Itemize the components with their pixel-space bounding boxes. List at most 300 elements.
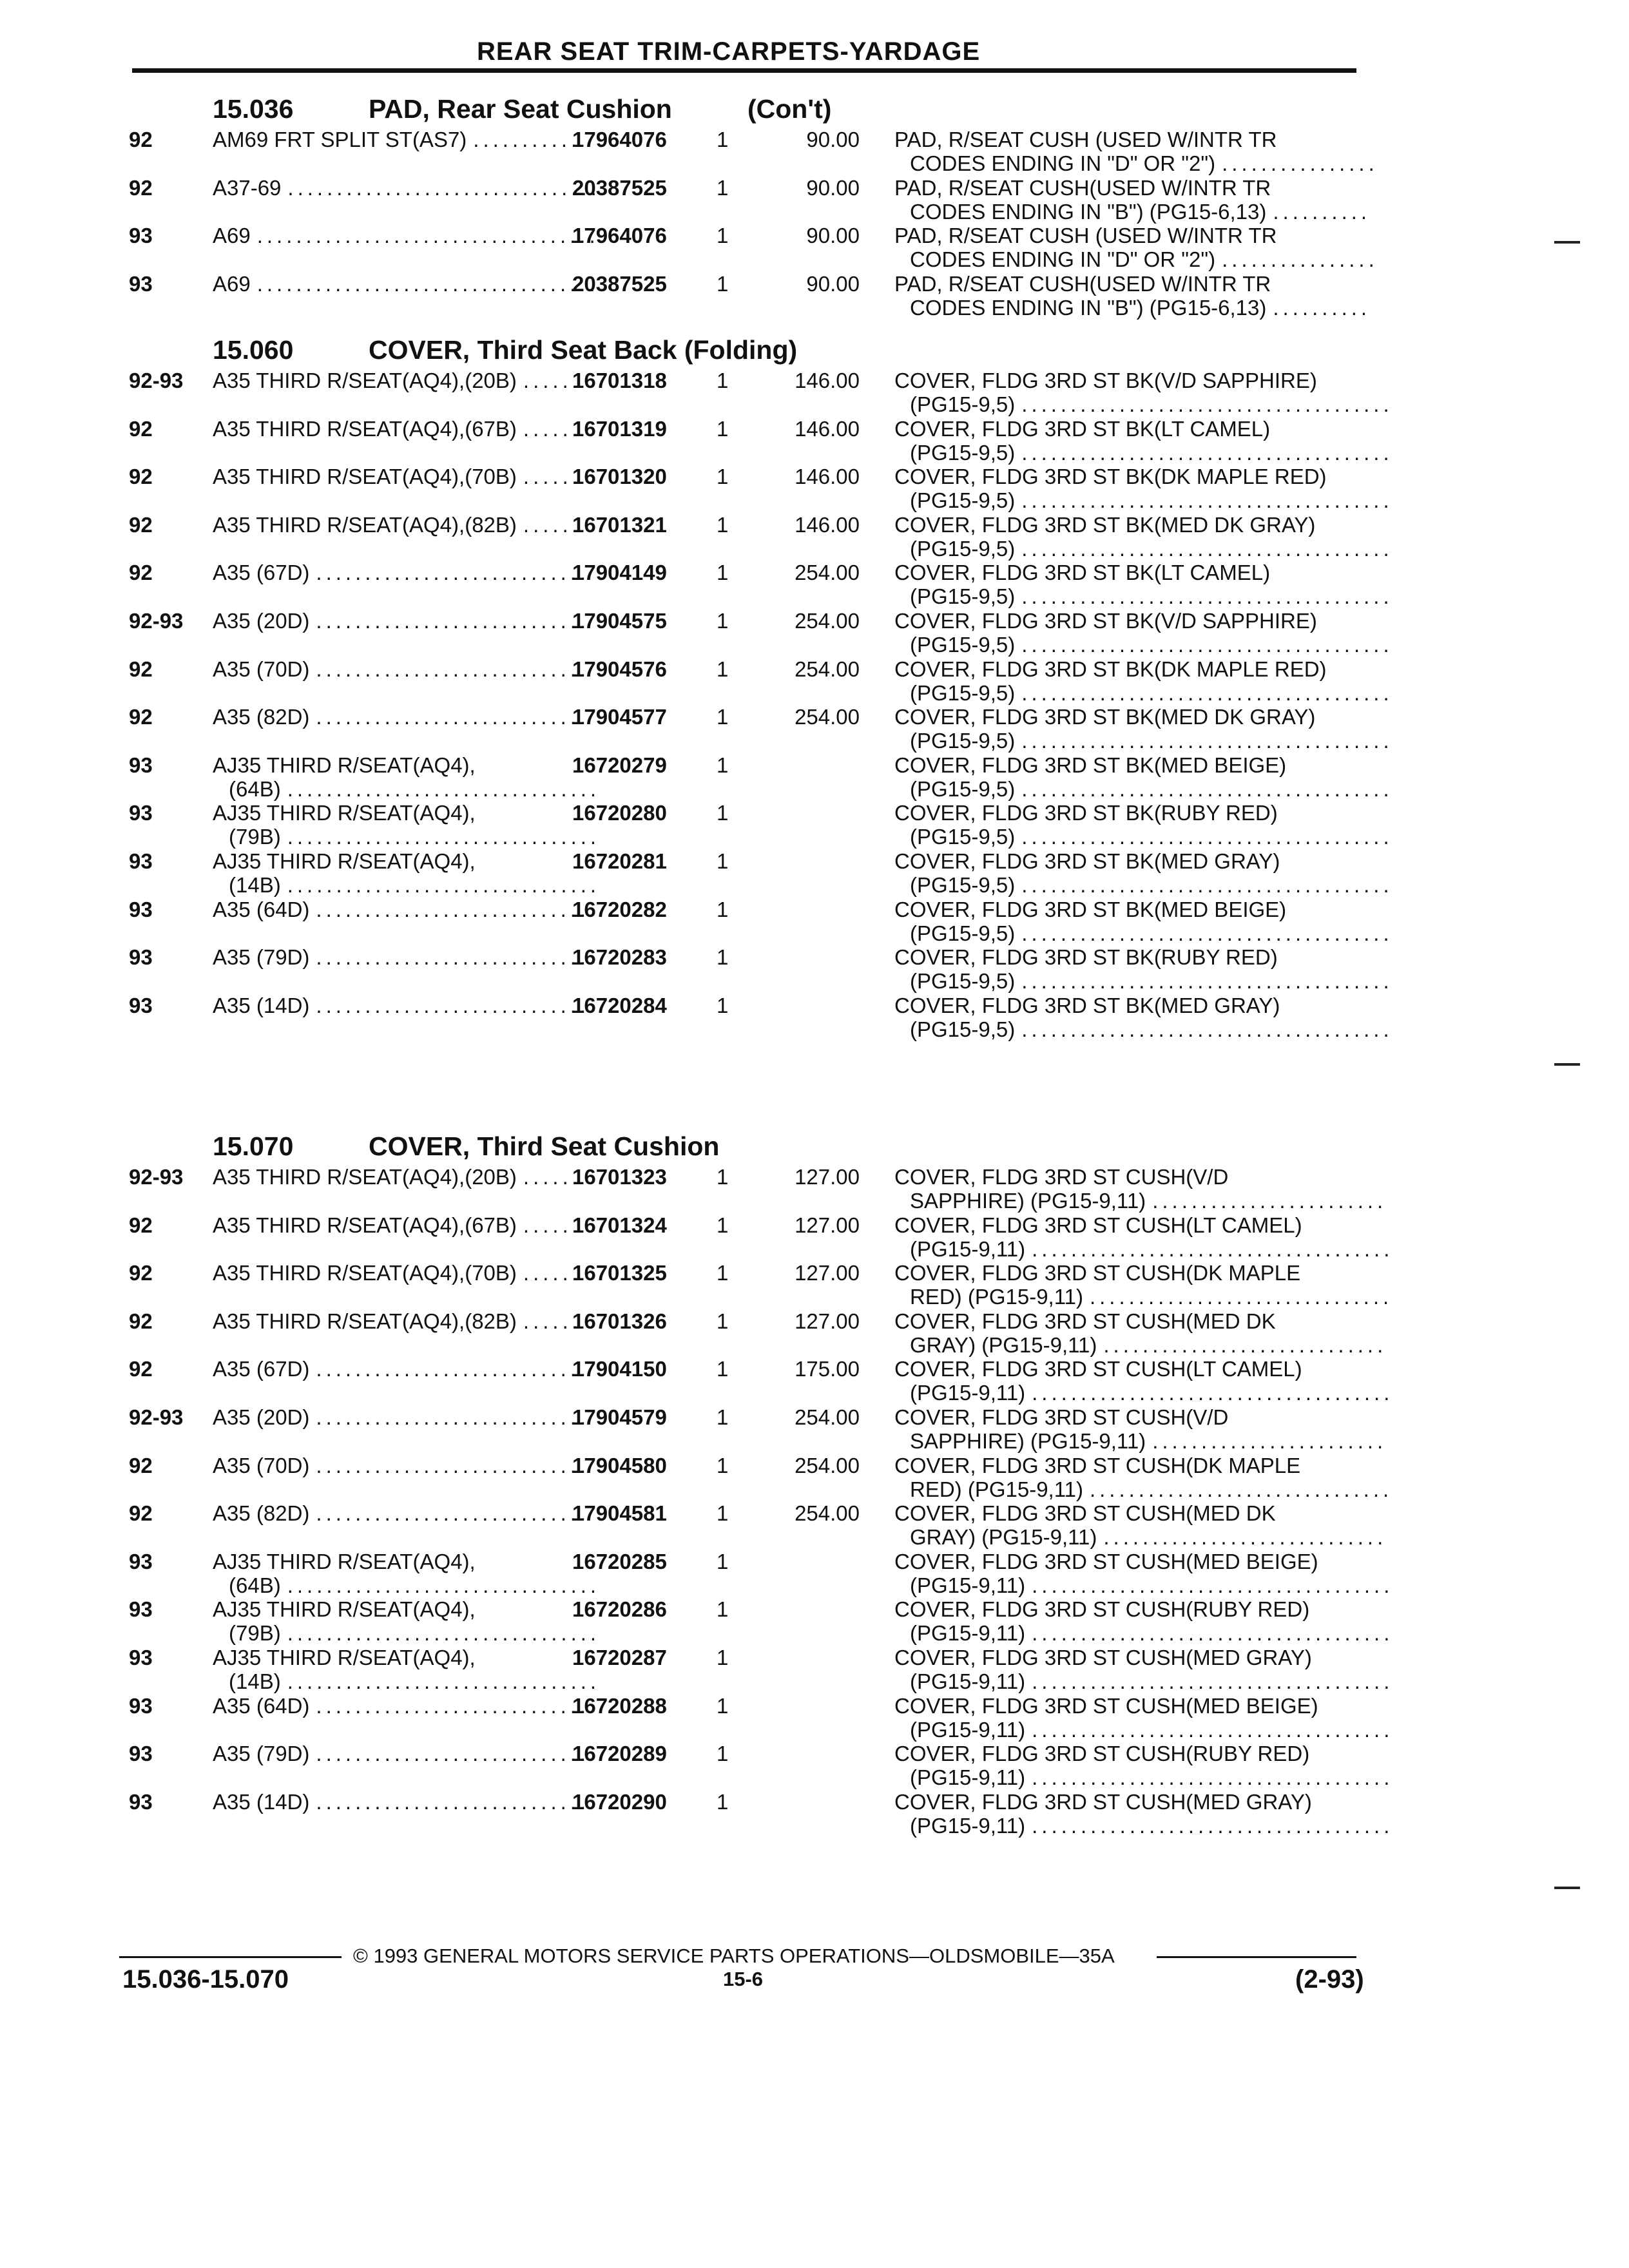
model-dot-leader: ............................: [316, 561, 590, 584]
model-dot-leader: ............................: [316, 1790, 590, 1814]
part-number: 17904580: [572, 1454, 667, 1477]
description-dot-leader: ........................: [1152, 1429, 1387, 1453]
table-row: [0, 705, 1629, 753]
part-number: 20387525: [572, 176, 667, 200]
table-row: [0, 224, 1629, 271]
model-dot-leader: ............................: [316, 1357, 590, 1381]
description-dot-leader: ........................: [1152, 1189, 1387, 1213]
margin-mark: [1554, 1887, 1580, 1889]
description-dot-leader: ......................................: [1021, 392, 1393, 416]
part-number: 17904577: [572, 705, 667, 729]
description-dot-leader: .....................................: [1032, 1621, 1394, 1645]
part-number: 16720281: [572, 849, 667, 873]
copyright-notice: © 1993 GENERAL MOTORS SERVICE PARTS OPERATIONS—OLDSMOBILE—35A: [353, 1945, 1115, 1967]
part-description-cont: (PG15-9,5): [910, 633, 1016, 657]
part-number: 16720287: [572, 1646, 667, 1669]
table-row: [0, 1550, 1629, 1597]
part-description-cont: (PG15-9,11): [910, 1573, 1026, 1597]
quantity: 1: [717, 898, 729, 921]
model-application: A35 (67D): [213, 1357, 310, 1381]
quantity: 1: [717, 1501, 729, 1525]
part-description-cont: (PG15-9,5): [910, 537, 1016, 561]
list-price: 146.00: [795, 417, 860, 441]
part-description: PAD, R/SEAT CUSH(USED W/INTR TR: [894, 176, 1271, 200]
model-year: 92: [129, 128, 153, 151]
quantity: 1: [717, 1694, 729, 1718]
model-year: 92-93: [129, 609, 184, 633]
description-dot-leader: ......................................: [1021, 729, 1393, 753]
list-price: 90.00: [806, 272, 860, 296]
list-price: 254.00: [795, 705, 860, 729]
description-dot-leader: .............................: [1103, 1333, 1387, 1357]
model-application: A35 THIRD R/SEAT(AQ4),(67B): [213, 417, 517, 441]
part-description-cont: (PG15-9,5): [910, 1017, 1016, 1041]
model-dot-leader: ......: [523, 1165, 582, 1189]
quantity: 1: [717, 657, 729, 681]
part-number: 16720282: [572, 898, 667, 921]
part-number: 20387525: [572, 272, 667, 296]
part-description: COVER, FLDG 3RD ST CUSH(DK MAPLE: [894, 1454, 1301, 1477]
part-description-cont: (PG15-9,5): [910, 825, 1016, 849]
description-dot-leader: .....................................: [1032, 1381, 1394, 1405]
model-application: A35 (70D): [213, 1454, 310, 1477]
model-application: AJ35 THIRD R/SEAT(AQ4),: [213, 753, 476, 777]
part-description-cont: RED) (PG15-9,11): [910, 1285, 1083, 1309]
model-application-cont: (79B): [229, 1621, 281, 1645]
part-number: 16720284: [572, 994, 667, 1017]
description-dot-leader: .....................................: [1032, 1573, 1394, 1597]
part-description-cont: (PG15-9,5): [910, 921, 1016, 945]
part-number: 17904149: [572, 561, 667, 584]
quantity: 1: [717, 1357, 729, 1381]
list-price: 254.00: [795, 609, 860, 633]
part-description: PAD, R/SEAT CUSH (USED W/INTR TR: [894, 128, 1277, 151]
title-rule: [132, 68, 1356, 73]
table-row: [0, 1357, 1629, 1405]
model-application-cont: (14B): [229, 873, 281, 897]
model-year: 92: [129, 705, 153, 729]
model-year: 92: [129, 1309, 153, 1333]
part-description: COVER, FLDG 3RD ST BK(LT CAMEL): [894, 417, 1271, 441]
model-year: 93: [129, 272, 153, 296]
list-price: 254.00: [795, 657, 860, 681]
description-dot-leader: ................: [1222, 247, 1378, 271]
list-price: 127.00: [795, 1309, 860, 1333]
model-year: 92: [129, 561, 153, 584]
part-number: 16701318: [572, 369, 667, 392]
model-dot-leader: ............................: [316, 1742, 590, 1765]
description-dot-leader: ......................................: [1021, 1017, 1393, 1041]
part-number: 16720288: [572, 1694, 667, 1718]
part-description: PAD, R/SEAT CUSH(USED W/INTR TR: [894, 272, 1271, 296]
part-description-cont: (PG15-9,5): [910, 681, 1016, 705]
part-description: COVER, FLDG 3RD ST CUSH(V/D: [894, 1165, 1229, 1189]
model-application: A35 THIRD R/SEAT(AQ4),(67B): [213, 1213, 517, 1237]
model-year: 93: [129, 849, 153, 873]
part-number: 16701325: [572, 1261, 667, 1285]
part-description-cont: SAPPHIRE) (PG15-9,11): [910, 1189, 1146, 1213]
description-dot-leader: ...............................: [1089, 1477, 1393, 1501]
model-dot-leader: ......: [523, 513, 582, 537]
part-description-cont: (PG15-9,11): [910, 1621, 1026, 1645]
model-year: 93: [129, 801, 153, 825]
quantity: 1: [717, 513, 729, 537]
section-header: [0, 332, 1629, 369]
model-year: 92-93: [129, 1405, 184, 1429]
part-number: 16701321: [572, 513, 667, 537]
model-dot-leader: ......: [523, 465, 582, 488]
part-description: COVER, FLDG 3RD ST BK(MED GRAY): [894, 994, 1280, 1017]
model-year: 93: [129, 1597, 153, 1621]
model-application: A35 THIRD R/SEAT(AQ4),(70B): [213, 465, 517, 488]
quantity: 1: [717, 1742, 729, 1765]
table-row: [0, 176, 1629, 224]
table-row: [0, 1309, 1629, 1357]
model-application: A35 (64D): [213, 898, 310, 921]
model-dot-leader: ............................: [316, 705, 590, 729]
part-description: COVER, FLDG 3RD ST CUSH(RUBY RED): [894, 1597, 1310, 1621]
continued-label: (Con't): [747, 94, 832, 124]
table-row: [0, 417, 1629, 465]
model-year: 92-93: [129, 1165, 184, 1189]
quantity: 1: [717, 801, 729, 825]
margin-mark: [1554, 1063, 1580, 1066]
model-application: A35 THIRD R/SEAT(AQ4),(82B): [213, 513, 517, 537]
list-price: 175.00: [795, 1357, 860, 1381]
footer-rule-right: [1157, 1956, 1356, 1958]
quantity: 1: [717, 705, 729, 729]
list-price: 146.00: [795, 369, 860, 392]
description-dot-leader: ......................................: [1021, 633, 1393, 657]
part-description-cont: RED) (PG15-9,11): [910, 1477, 1083, 1501]
part-description: COVER, FLDG 3RD ST BK(DK MAPLE RED): [894, 465, 1327, 488]
description-dot-leader: ......................................: [1021, 488, 1393, 512]
model-dot-leader: ................................: [287, 777, 601, 801]
description-dot-leader: ......................................: [1021, 873, 1393, 897]
quantity: 1: [717, 176, 729, 200]
part-description-cont: (PG15-9,11): [910, 1381, 1026, 1405]
model-application: A35 THIRD R/SEAT(AQ4),(82B): [213, 1309, 517, 1333]
quantity: 1: [717, 994, 729, 1017]
quantity: 1: [717, 753, 729, 777]
part-description: COVER, FLDG 3RD ST BK(RUBY RED): [894, 945, 1278, 969]
table-row: [0, 1597, 1629, 1645]
revision-date: (2-93): [1295, 1965, 1364, 1994]
model-application: A35 (14D): [213, 994, 310, 1017]
table-row: [0, 1694, 1629, 1742]
quantity: 1: [717, 1790, 729, 1814]
description-dot-leader: ................: [1222, 151, 1378, 175]
footer-rule-left: [119, 1956, 342, 1958]
model-dot-leader: ...................................: [256, 272, 599, 296]
quantity: 1: [717, 849, 729, 873]
part-description: COVER, FLDG 3RD ST BK(LT CAMEL): [894, 561, 1271, 584]
part-description: COVER, FLDG 3RD ST CUSH(V/D: [894, 1405, 1229, 1429]
model-application: AJ35 THIRD R/SEAT(AQ4),: [213, 801, 476, 825]
description-dot-leader: ......................................: [1021, 681, 1393, 705]
model-dot-leader: ......: [523, 1309, 582, 1333]
model-application: AJ35 THIRD R/SEAT(AQ4),: [213, 1597, 476, 1621]
part-number: 16720280: [572, 801, 667, 825]
part-number: 16701320: [572, 465, 667, 488]
model-dot-leader: ......: [523, 1213, 582, 1237]
model-application: A35 (79D): [213, 945, 310, 969]
part-description-cont: (PG15-9,5): [910, 392, 1016, 416]
part-description: PAD, R/SEAT CUSH (USED W/INTR TR: [894, 224, 1277, 247]
part-number: 16720285: [572, 1550, 667, 1573]
quantity: 1: [717, 1165, 729, 1189]
part-description: COVER, FLDG 3RD ST BK(MED DK GRAY): [894, 513, 1316, 537]
model-year: 92: [129, 1213, 153, 1237]
list-price: 127.00: [795, 1213, 860, 1237]
quantity: 1: [717, 1261, 729, 1285]
quantity: 1: [717, 561, 729, 584]
part-number: 16720289: [572, 1742, 667, 1765]
table-row: [0, 1261, 1629, 1309]
model-year: 93: [129, 1694, 153, 1718]
model-application: A35 (82D): [213, 1501, 310, 1525]
model-year: 93: [129, 224, 153, 247]
part-number: 16720279: [572, 753, 667, 777]
part-description: COVER, FLDG 3RD ST CUSH(MED DK: [894, 1309, 1276, 1333]
model-year: 92: [129, 1261, 153, 1285]
table-row: [0, 513, 1629, 561]
part-number: 16720283: [572, 945, 667, 969]
model-application: A69: [213, 224, 251, 247]
model-dot-leader: ...................................: [256, 224, 599, 247]
model-year: 92: [129, 1501, 153, 1525]
quantity: 1: [717, 465, 729, 488]
part-description-cont: (PG15-9,5): [910, 777, 1016, 801]
part-number: 17904579: [572, 1405, 667, 1429]
model-dot-leader: ................................: [287, 1621, 601, 1645]
description-dot-leader: .....................................: [1032, 1669, 1394, 1693]
table-row: [0, 657, 1629, 705]
margin-mark: [1554, 241, 1580, 244]
section-header: [0, 1129, 1629, 1165]
table-row: [0, 1165, 1629, 1213]
part-number: 17964076: [572, 224, 667, 247]
model-year: 93: [129, 1646, 153, 1669]
table-row: [0, 465, 1629, 512]
part-description-cont: (PG15-9,11): [910, 1237, 1026, 1261]
part-description: COVER, FLDG 3RD ST CUSH(MED DK: [894, 1501, 1276, 1525]
part-description: COVER, FLDG 3RD ST BK(MED BEIGE): [894, 898, 1287, 921]
page-number: 15-6: [723, 1968, 764, 1990]
part-description: COVER, FLDG 3RD ST CUSH(MED BEIGE): [894, 1694, 1318, 1718]
description-dot-leader: .....................................: [1032, 1765, 1394, 1789]
model-dot-leader: ......: [523, 417, 582, 441]
model-year: 92: [129, 417, 153, 441]
page-title: REAR SEAT TRIM-CARPETS-YARDAGE: [477, 37, 981, 66]
model-year: 93: [129, 898, 153, 921]
part-description: COVER, FLDG 3RD ST BK(MED DK GRAY): [894, 705, 1316, 729]
section-range: 15.036-15.070: [122, 1965, 289, 1994]
part-description: COVER, FLDG 3RD ST BK(V/D SAPPHIRE): [894, 369, 1317, 392]
table-row: [0, 801, 1629, 849]
model-year: 92: [129, 1357, 153, 1381]
description-dot-leader: .....................................: [1032, 1718, 1394, 1742]
part-description-cont: (PG15-9,5): [910, 441, 1016, 465]
part-number: 17904576: [572, 657, 667, 681]
model-application: A35 (20D): [213, 609, 310, 633]
list-price: 127.00: [795, 1261, 860, 1285]
part-number: 17904581: [572, 1501, 667, 1525]
list-price: 90.00: [806, 224, 860, 247]
part-description-cont: (PG15-9,11): [910, 1669, 1026, 1693]
model-dot-leader: ................................: [287, 1669, 601, 1693]
part-description: COVER, FLDG 3RD ST BK(MED GRAY): [894, 849, 1280, 873]
part-description: COVER, FLDG 3RD ST BK(V/D SAPPHIRE): [894, 609, 1317, 633]
quantity: 1: [717, 1405, 729, 1429]
section-name: PAD, Rear Seat Cushion: [369, 94, 672, 124]
table-row: [0, 272, 1629, 320]
part-description: COVER, FLDG 3RD ST CUSH(MED GRAY): [894, 1790, 1312, 1814]
quantity: 1: [717, 224, 729, 247]
part-number: 17904575: [572, 609, 667, 633]
model-year: 93: [129, 753, 153, 777]
part-description-cont: (PG15-9,5): [910, 584, 1016, 608]
model-year: 92: [129, 465, 153, 488]
table-row: [0, 945, 1629, 993]
quantity: 1: [717, 272, 729, 296]
quantity: 1: [717, 417, 729, 441]
description-dot-leader: ......................................: [1021, 921, 1393, 945]
description-dot-leader: ..........: [1273, 200, 1371, 224]
model-application-cont: (64B): [229, 777, 281, 801]
model-dot-leader: ............................: [316, 945, 590, 969]
model-application: A35 THIRD R/SEAT(AQ4),(70B): [213, 1261, 517, 1285]
model-year: 92: [129, 513, 153, 537]
model-year: 93: [129, 1550, 153, 1573]
model-application: A35 (82D): [213, 705, 310, 729]
part-description-cont: (PG15-9,5): [910, 488, 1016, 512]
model-application: AJ35 THIRD R/SEAT(AQ4),: [213, 1550, 476, 1573]
quantity: 1: [717, 945, 729, 969]
part-number: 16701323: [572, 1165, 667, 1189]
model-year: 93: [129, 994, 153, 1017]
part-number: 16701319: [572, 417, 667, 441]
section-number: 15.036: [213, 94, 294, 124]
table-row: [0, 1742, 1629, 1789]
quantity: 1: [717, 1597, 729, 1621]
description-dot-leader: .............................: [1103, 1525, 1387, 1549]
description-dot-leader: ...............................: [1089, 1285, 1393, 1309]
list-price: 90.00: [806, 128, 860, 151]
model-application: A35 (14D): [213, 1790, 310, 1814]
model-application: A35 (70D): [213, 657, 310, 681]
model-year: 92: [129, 1454, 153, 1477]
description-dot-leader: ..........: [1273, 296, 1371, 320]
list-price: 146.00: [795, 513, 860, 537]
model-application: A69: [213, 272, 251, 296]
part-description-cont: CODES ENDING IN "B") (PG15-6,13): [910, 296, 1267, 320]
part-number: 16720286: [572, 1597, 667, 1621]
part-description: COVER, FLDG 3RD ST CUSH(MED GRAY): [894, 1646, 1312, 1669]
list-price: 146.00: [795, 465, 860, 488]
model-application: AJ35 THIRD R/SEAT(AQ4),: [213, 1646, 476, 1669]
description-dot-leader: .....................................: [1032, 1237, 1394, 1261]
part-description-cont: (PG15-9,5): [910, 969, 1016, 993]
table-row: [0, 1213, 1629, 1261]
part-description-cont: CODES ENDING IN "D" OR "2"): [910, 151, 1216, 175]
model-dot-leader: ............................: [316, 609, 590, 633]
table-row: [0, 1405, 1629, 1453]
table-row: [0, 1501, 1629, 1549]
list-price: 254.00: [795, 1405, 860, 1429]
quantity: 1: [717, 1646, 729, 1669]
model-dot-leader: ............................: [316, 898, 590, 921]
description-dot-leader: ......................................: [1021, 441, 1393, 465]
model-dot-leader: ............................: [316, 1454, 590, 1477]
model-application: A35 THIRD R/SEAT(AQ4),(20B): [213, 1165, 517, 1189]
table-row: [0, 994, 1629, 1041]
model-dot-leader: ............................: [316, 1501, 590, 1525]
part-description-cont: (PG15-9,11): [910, 1718, 1026, 1742]
model-application-cont: (14B): [229, 1669, 281, 1693]
model-year: 93: [129, 1742, 153, 1765]
quantity: 1: [717, 1454, 729, 1477]
table-row: [0, 561, 1629, 608]
list-price: 127.00: [795, 1165, 860, 1189]
part-description-cont: (PG15-9,5): [910, 729, 1016, 753]
part-description: COVER, FLDG 3RD ST CUSH(RUBY RED): [894, 1742, 1310, 1765]
model-year: 93: [129, 1790, 153, 1814]
table-row: [0, 128, 1629, 175]
section-number: 15.070: [213, 1131, 294, 1161]
part-description: COVER, FLDG 3RD ST CUSH(LT CAMEL): [894, 1357, 1302, 1381]
quantity: 1: [717, 369, 729, 392]
part-number: 16720290: [572, 1790, 667, 1814]
model-application: A35 (64D): [213, 1694, 310, 1718]
table-row: [0, 898, 1629, 945]
model-dot-leader: ............................: [316, 657, 590, 681]
quantity: 1: [717, 1213, 729, 1237]
model-year: 92: [129, 176, 153, 200]
list-price: 254.00: [795, 561, 860, 584]
model-year: 92: [129, 657, 153, 681]
description-dot-leader: ......................................: [1021, 537, 1393, 561]
description-dot-leader: ......................................: [1021, 825, 1393, 849]
part-description: COVER, FLDG 3RD ST BK(MED BEIGE): [894, 753, 1287, 777]
list-price: 90.00: [806, 176, 860, 200]
part-number: 16701324: [572, 1213, 667, 1237]
quantity: 1: [717, 128, 729, 151]
part-number: 17904150: [572, 1357, 667, 1381]
model-dot-leader: ......: [523, 369, 582, 392]
table-row: [0, 1646, 1629, 1693]
model-dot-leader: ...........: [473, 128, 581, 151]
description-dot-leader: ......................................: [1021, 584, 1393, 608]
part-description: COVER, FLDG 3RD ST CUSH(MED BEIGE): [894, 1550, 1318, 1573]
model-application-cont: (79B): [229, 825, 281, 849]
model-application: A35 (67D): [213, 561, 310, 584]
model-application: A35 (79D): [213, 1742, 310, 1765]
model-application-cont: (64B): [229, 1573, 281, 1597]
model-year: 93: [129, 945, 153, 969]
section-name: COVER, Third Seat Back (Folding): [369, 335, 798, 365]
description-dot-leader: ......................................: [1021, 969, 1393, 993]
part-description-cont: CODES ENDING IN "D" OR "2"): [910, 247, 1216, 271]
part-number: 17964076: [572, 128, 667, 151]
model-application: A35 THIRD R/SEAT(AQ4),(20B): [213, 369, 517, 392]
model-application: AM69 FRT SPLIT ST(AS7): [213, 128, 467, 151]
part-description-cont: (PG15-9,11): [910, 1765, 1026, 1789]
table-row: [0, 849, 1629, 897]
model-dot-leader: ......: [523, 1261, 582, 1285]
part-description: COVER, FLDG 3RD ST CUSH(DK MAPLE: [894, 1261, 1301, 1285]
model-dot-leader: ............................: [316, 1405, 590, 1429]
